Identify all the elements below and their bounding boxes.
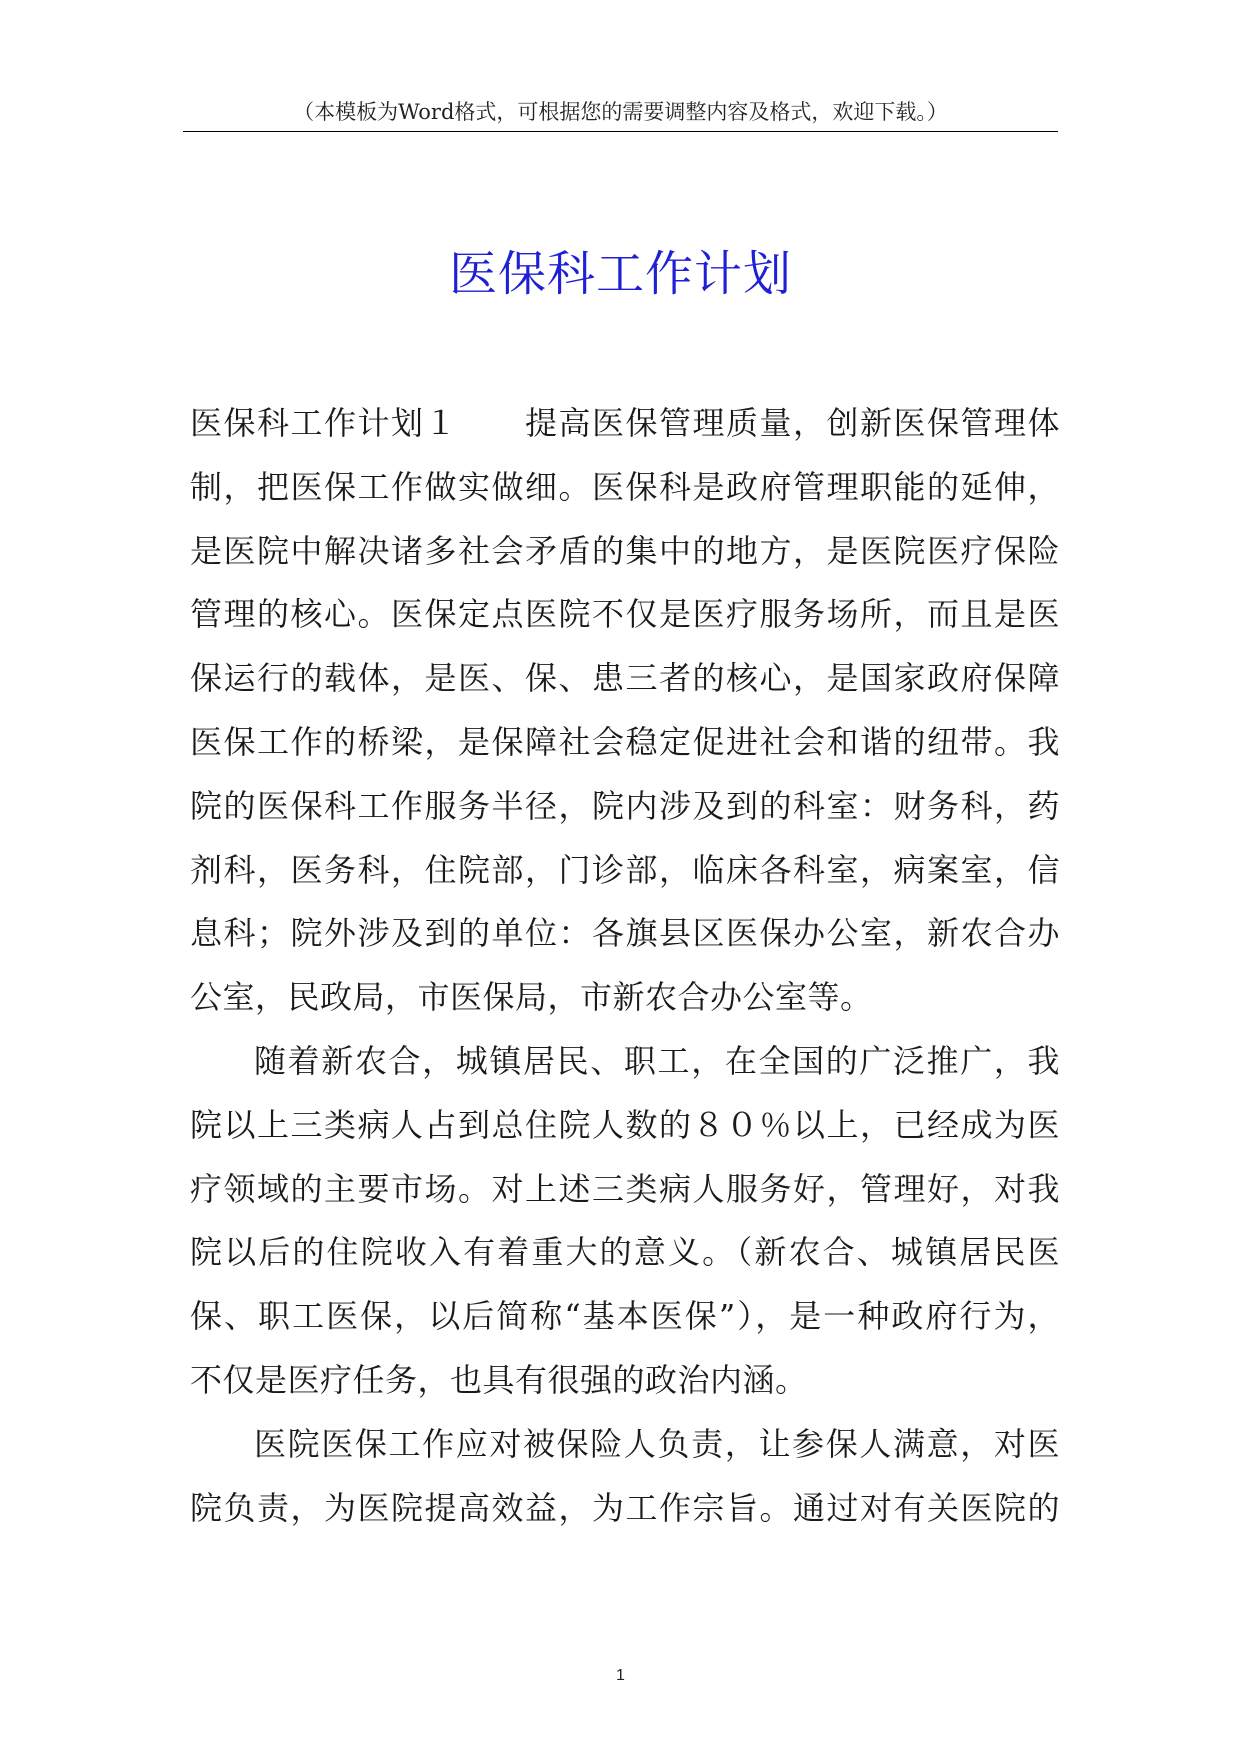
- page-number: 1: [616, 1667, 625, 1684]
- body-line: 院以后的住院收入有着重大的意义。（新农合、城镇居民医: [190, 1233, 1060, 1272]
- body-line: 疗领域的主要市场。对上述三类病人服务好，管理好，对我: [190, 1169, 1060, 1208]
- document-title: 医保科工作计划: [448, 246, 792, 303]
- document-body: [190, 392, 1060, 1540]
- body-line: 保、职工医保，以后简称“基本医保”），是一种政府行为，: [190, 1297, 1060, 1336]
- body-line: 管理的核心。医保定点医院不仅是医疗服务场所，而且是医: [190, 595, 1060, 634]
- body-line: 剂科，医务科，住院部，门诊部，临床各科室，病案室，信: [190, 850, 1060, 889]
- body-line: 不仅是医疗任务，也具有很强的政治内涵。: [190, 1360, 808, 1399]
- body-line: 制，把医保工作做实做细。医保科是政府管理职能的延伸，: [190, 467, 1060, 506]
- body-line: 院负责，为医院提高效益，为工作宗旨。通过对有关医院的: [190, 1488, 1060, 1527]
- body-line: 保运行的载体，是医、保、患三者的核心，是国家政府保障: [190, 659, 1060, 698]
- body-line: 医保科工作计划１ 提高医保管理质量，创新医保管理体: [190, 404, 1060, 442]
- body-line: 随着新农合，城镇居民、职工，在全国的广泛推广，我: [254, 1041, 1060, 1080]
- body-line: 院以上三类病人占到总住院人数的８０％以上，已经成为医: [190, 1105, 1060, 1144]
- body-line: 院的医保科工作服务半径，院内涉及到的科室：财务科，药: [190, 786, 1060, 825]
- body-line: 公室，民政局，市医保局，市新农合办公室等。: [190, 978, 873, 1017]
- body-line: 医院医保工作应对被保险人负责，让参保人满意，对医: [254, 1424, 1060, 1463]
- body-line: 医保工作的桥梁，是保障社会稳定促进社会和谐的纽带。我: [190, 722, 1060, 761]
- template-notice: （本模板为Word格式，可根据您的需要调整内容及格式，欢迎下载。）: [293, 100, 948, 124]
- body-line: 息科；院外涉及到的单位：各旗县区医保办公室，新农合办: [190, 914, 1060, 953]
- header-divider: [183, 131, 1058, 132]
- body-line: 是医院中解决诸多社会矛盾的集中的地方，是医院医疗保险: [190, 531, 1060, 570]
